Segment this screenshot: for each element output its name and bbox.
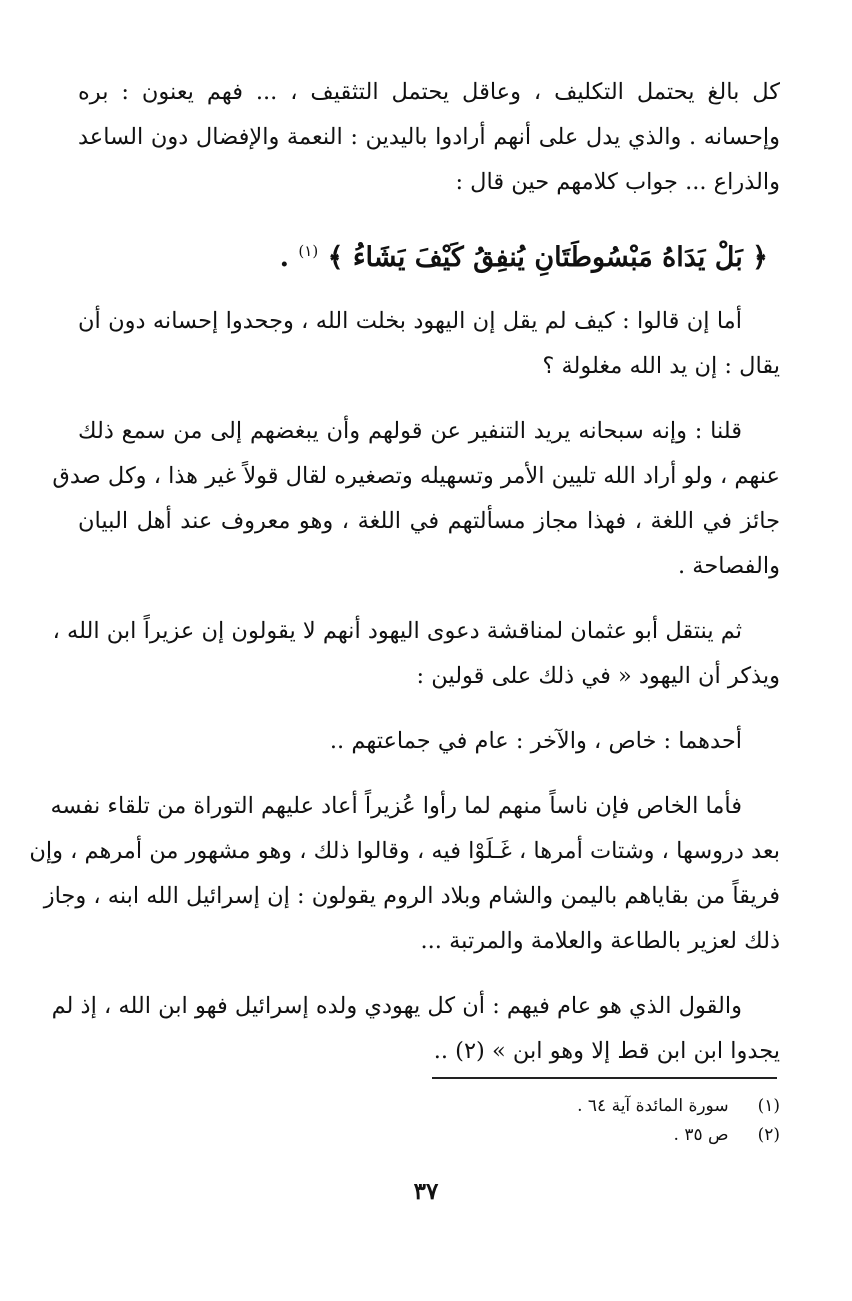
text-line: والفصاحة .	[678, 553, 780, 579]
paragraph-1	[78, 70, 780, 205]
paragraph-5	[78, 719, 780, 764]
text-line: قلنا : وإنه سبحانه يريد التنفير عن قولهم وأن يبغضهم إلى من سمع ذلك	[78, 418, 742, 444]
footnote-number: (٢)	[757, 1125, 780, 1145]
quran-verse-text: ﴿ بَلْ يَدَاهُ مَبْسُوطَتَانِ يُنفِقُ كَيْفَ يَشَاءُ ﴾	[327, 242, 768, 273]
footnote-divider	[432, 1077, 777, 1079]
footnote-text: ص ٣٥ .	[673, 1125, 729, 1145]
text-line: وإحسانه . والذي يدل على أنهم أرادوا باليدين : النعمة والإفضال دون الساعد	[78, 124, 780, 150]
text-line: بعد دروسها ، وشتات أمرها ، غَـلَوْا فيه ، وقالوا ذلك ، وهو مشهور من أمرهم ، وإن	[29, 838, 780, 864]
footnote-number: (١)	[757, 1096, 780, 1116]
quran-verse-end: .	[279, 242, 290, 273]
text-line: أحدهما : خاص ، والآخر : عام في جماعتهم ..	[329, 728, 742, 754]
footnote-2	[577, 1121, 780, 1150]
paragraph-6	[29, 784, 780, 964]
text-line: والذراع ... جواب كلامهم حين قال :	[455, 169, 780, 195]
footnotes	[577, 1092, 780, 1150]
footnote-ref-1: (١)	[298, 242, 319, 260]
text-line: كل بالغ يحتمل التكليف ، وعاقل يحتمل التثقيف ، ... فهم يعنون : بره	[78, 79, 780, 105]
paragraph-2	[78, 299, 780, 389]
paragraph-7	[51, 984, 780, 1074]
text-line: فريقاً من بقاياهم باليمن والشام وبلاد الروم يقولون : إن إسرائيل الله ابنه ، وجاز	[43, 883, 780, 909]
text-line: والقول الذي هو عام فيهم : أن كل يهودي ولده إسرائيل فهو ابن الله ، إذ لم	[51, 993, 742, 1019]
quran-verse	[78, 225, 780, 277]
text-line: جائز في اللغة ، فهذا مجاز مسألتهم في اللغة ، وهو معروف عند أهل البيان	[78, 508, 780, 534]
text-line: ويذكر أن اليهود « في ذلك على قولين :	[416, 663, 780, 689]
text-line: يجدوا ابن ابن قط إلا وهو ابن » (٢) ..	[433, 1038, 780, 1064]
text-line: عنهم ، ولو أراد الله تليين الأمر وتسهيله وتصغيره لقال قولاً غير هذا ، وكل صدق	[52, 463, 780, 489]
page-number: ٣٧	[413, 1178, 439, 1205]
text-line: ثم ينتقل أبو عثمان لمناقشة دعوى اليهود أنهم لا يقولون إن عزيراً ابن الله ،	[52, 618, 742, 644]
paragraph-4	[52, 609, 780, 699]
text-line: ذلك لعزير بالطاعة والعلامة والمرتبة ...	[420, 928, 780, 954]
paragraph-3	[52, 409, 780, 589]
text-line: أما إن قالوا : كيف لم يقل إن اليهود بخلت الله ، وجحدوا إحسانه دون أن	[78, 308, 742, 334]
footnote-1	[577, 1092, 780, 1121]
page-body	[29, 70, 780, 1094]
text-line: يقال : إن يد الله مغلولة ؟	[542, 353, 780, 379]
text-line: فأما الخاص فإن ناساً منهم لما رأوا عُزيراً أعاد عليهم التوراة من تلقاء نفسه	[50, 793, 742, 819]
footnote-text: سورة المائدة آية ٦٤ .	[577, 1096, 729, 1116]
